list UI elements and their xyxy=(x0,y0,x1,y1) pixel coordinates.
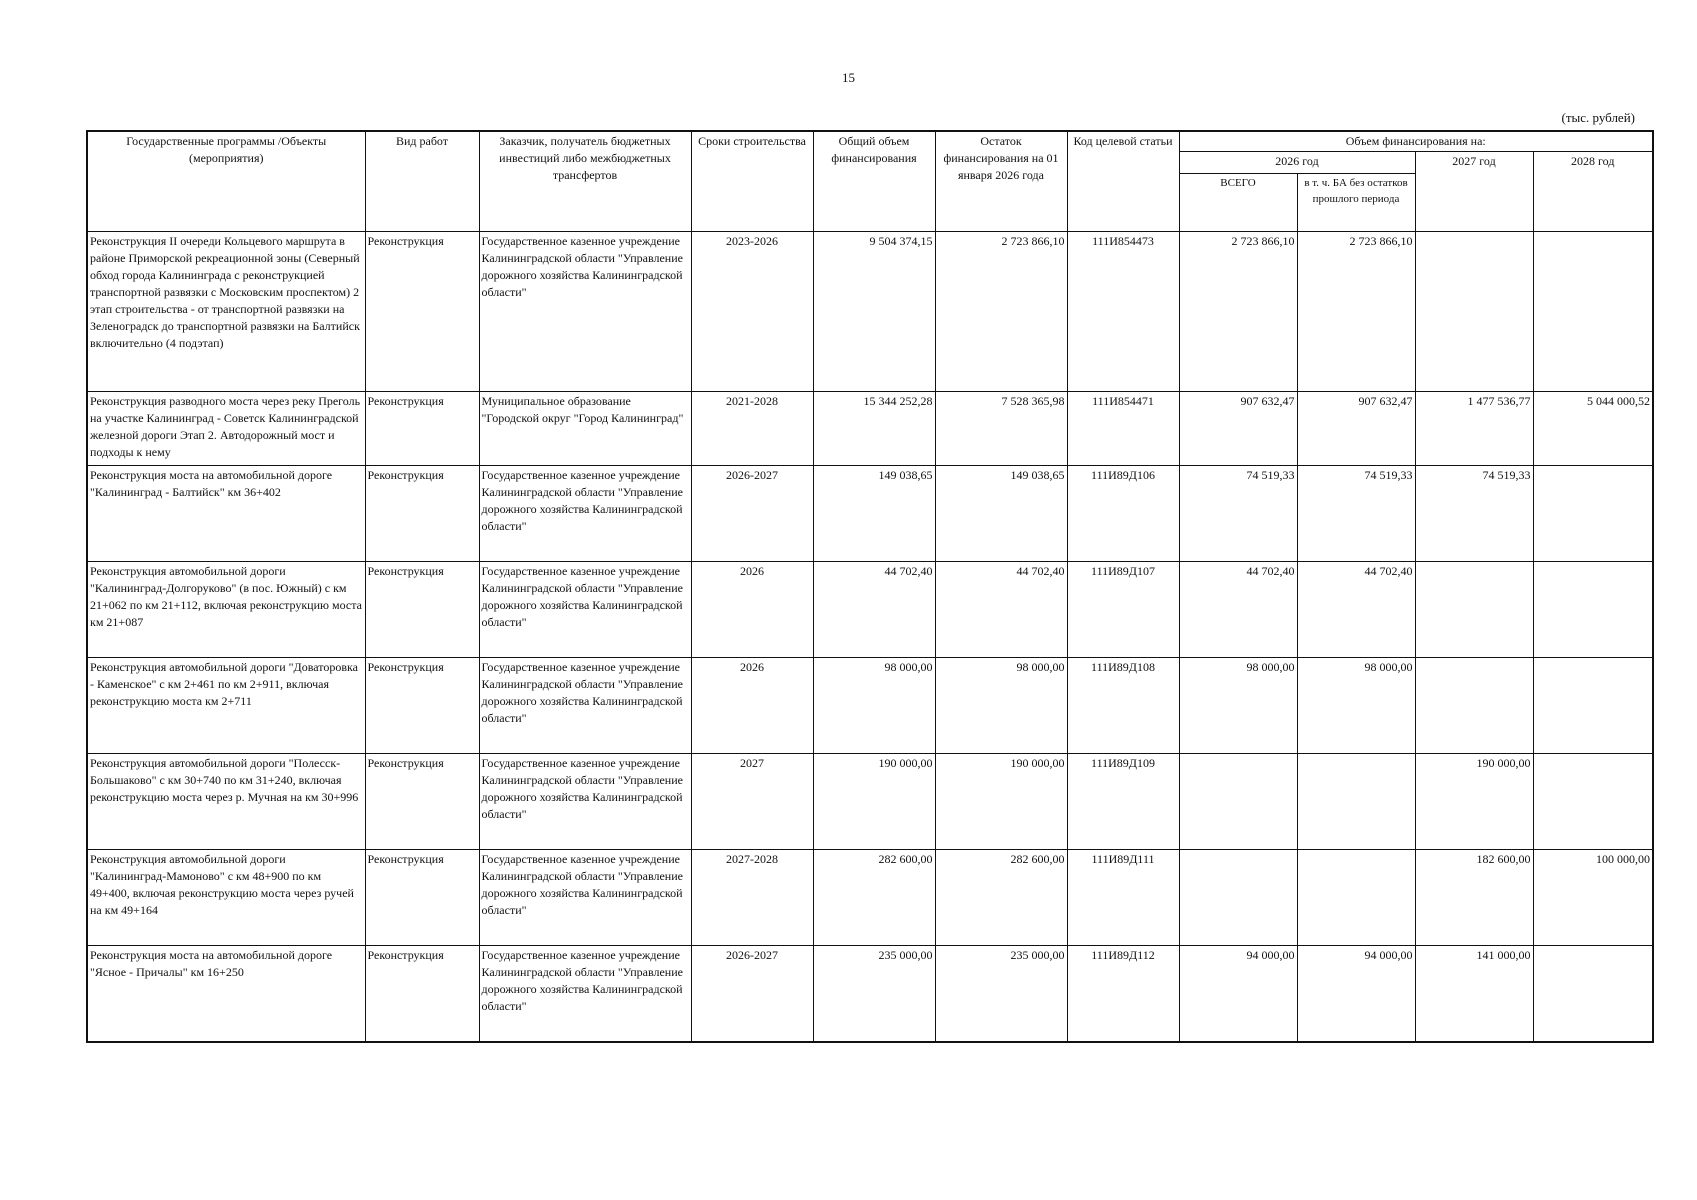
amount-2026-ba: 44 702,40 xyxy=(1297,562,1415,658)
header-work-type: Вид работ xyxy=(365,131,479,232)
work-type: Реконструкция xyxy=(365,562,479,658)
target-code: 111И89Д109 xyxy=(1067,754,1179,850)
units-label: (тыс. рублей) xyxy=(1561,110,1635,125)
remainder: 2 723 866,10 xyxy=(935,232,1067,392)
work-type: Реконструкция xyxy=(365,392,479,466)
period: 2027-2028 xyxy=(691,850,813,946)
object-name: Реконструкция автомобильной дороги "Доватоpовка - Каменское" с км 2+461 по км 2+911, включая реконструкцию моста км 2+711 xyxy=(87,658,365,754)
amount-2026-ba xyxy=(1297,754,1415,850)
table-row xyxy=(87,946,1653,1042)
work-type: Реконструкция xyxy=(365,946,479,1042)
total-financing: 282 600,00 xyxy=(813,850,935,946)
amount-2026-all: 907 632,47 xyxy=(1179,392,1297,466)
header-2027: 2027 год xyxy=(1415,152,1533,232)
period: 2021-2028 xyxy=(691,392,813,466)
remainder: 98 000,00 xyxy=(935,658,1067,754)
total-financing: 15 344 252,28 xyxy=(813,392,935,466)
period: 2026 xyxy=(691,658,813,754)
table-body xyxy=(87,232,1653,1042)
header-financing: Объем финансирования на: xyxy=(1179,131,1653,152)
header-2026: 2026 год xyxy=(1179,152,1415,174)
header-remainder: Остаток финансирования на 01 января 2026 года xyxy=(935,131,1067,232)
amount-2026-all xyxy=(1179,850,1297,946)
amount-2028 xyxy=(1533,658,1653,754)
object-name: Реконструкция II очереди Кольцевого маршрута в районе Приморской рекреационной зоны (Северный обход города Калининграда с реконструкцией транспортной развязки с Московским проспектом) 2 этап строительства - от транспортной развязки на Зеленоградск до транспортной развязки на Балтийск включительно (4 подэтап) xyxy=(87,232,365,392)
amount-2028 xyxy=(1533,946,1653,1042)
remainder: 282 600,00 xyxy=(935,850,1067,946)
target-code: 111И89Д106 xyxy=(1067,466,1179,562)
total-financing: 235 000,00 xyxy=(813,946,935,1042)
customer: Государственное казенное учреждение Калининградской области "Управление дорожного хозяйства Калининградской области" xyxy=(479,658,691,754)
amount-2027: 182 600,00 xyxy=(1415,850,1533,946)
customer: Государственное казенное учреждение Калининградской области "Управление дорожного хозяйства Калининградской области" xyxy=(479,754,691,850)
header-program: Государственные программы /Объекты (мероприятия) xyxy=(87,131,365,232)
amount-2026-all xyxy=(1179,754,1297,850)
table-row xyxy=(87,392,1653,466)
total-financing: 44 702,40 xyxy=(813,562,935,658)
amount-2026-ba xyxy=(1297,850,1415,946)
table-row xyxy=(87,466,1653,562)
amount-2026-ba: 907 632,47 xyxy=(1297,392,1415,466)
amount-2028 xyxy=(1533,562,1653,658)
header-2028: 2028 год xyxy=(1533,152,1653,232)
customer: Муниципальное образование "Городской округ "Город Калининград" xyxy=(479,392,691,466)
header-total: Общий объем финансирования xyxy=(813,131,935,232)
work-type: Реконструкция xyxy=(365,466,479,562)
amount-2027 xyxy=(1415,232,1533,392)
customer: Государственное казенное учреждение Калининградской области "Управление дорожного хозяйства Калининградской области" xyxy=(479,232,691,392)
customer: Государственное казенное учреждение Калининградской области "Управление дорожного хозяйства Калининградской области" xyxy=(479,850,691,946)
amount-2026-all: 44 702,40 xyxy=(1179,562,1297,658)
amount-2026-ba: 74 519,33 xyxy=(1297,466,1415,562)
object-name: Реконструкция моста на автомобильной дороге "Калининград - Балтийск" км 36+402 xyxy=(87,466,365,562)
remainder: 190 000,00 xyxy=(935,754,1067,850)
amount-2027: 190 000,00 xyxy=(1415,754,1533,850)
table-header xyxy=(87,131,1653,232)
period: 2026-2027 xyxy=(691,466,813,562)
table-row xyxy=(87,232,1653,392)
remainder: 44 702,40 xyxy=(935,562,1067,658)
object-name: Реконструкция автомобильной дороги "Калининград-Мамоново" с км 48+900 по км 49+400, включая реконструкцию моста через ручей на км 49+164 xyxy=(87,850,365,946)
amount-2027 xyxy=(1415,658,1533,754)
target-code: 111И854473 xyxy=(1067,232,1179,392)
object-name: Реконструкция разводного моста через реку Преголь на участке Калининград - Советск Калининградской железной дороги Этап 2. Автодорожный мост и подходы к нему xyxy=(87,392,365,466)
total-financing: 9 504 374,15 xyxy=(813,232,935,392)
target-code: 111И89Д112 xyxy=(1067,946,1179,1042)
object-name: Реконструкция автомобильной дороги "Калининград-Долгоруково" (в пос. Южный) с км 21+062 по км 21+112, включая реконструкцию моста км 21+087 xyxy=(87,562,365,658)
target-code: 111И89Д111 xyxy=(1067,850,1179,946)
table-row xyxy=(87,562,1653,658)
period: 2023-2026 xyxy=(691,232,813,392)
customer: Государственное казенное учреждение Калининградской области "Управление дорожного хозяйства Калининградской области" xyxy=(479,466,691,562)
customer: Государственное казенное учреждение Калининградской области "Управление дорожного хозяйства Калининградской области" xyxy=(479,562,691,658)
amount-2028 xyxy=(1533,466,1653,562)
work-type: Реконструкция xyxy=(365,754,479,850)
period: 2026-2027 xyxy=(691,946,813,1042)
work-type: Реконструкция xyxy=(365,232,479,392)
amount-2027: 141 000,00 xyxy=(1415,946,1533,1042)
amount-2026-all: 98 000,00 xyxy=(1179,658,1297,754)
remainder: 149 038,65 xyxy=(935,466,1067,562)
amount-2027: 74 519,33 xyxy=(1415,466,1533,562)
table-row xyxy=(87,658,1653,754)
total-financing: 149 038,65 xyxy=(813,466,935,562)
amount-2026-all: 74 519,33 xyxy=(1179,466,1297,562)
header-2026-ba: в т. ч. БА без остатков прошлого периода xyxy=(1297,174,1415,232)
amount-2026-all: 2 723 866,10 xyxy=(1179,232,1297,392)
header-code: Код целевой статьи xyxy=(1067,131,1179,232)
amount-2028: 5 044 000,52 xyxy=(1533,392,1653,466)
amount-2027 xyxy=(1415,562,1533,658)
header-2026-all: ВСЕГО xyxy=(1179,174,1297,232)
period: 2026 xyxy=(691,562,813,658)
page-number: 15 xyxy=(842,70,855,85)
period: 2027 xyxy=(691,754,813,850)
amount-2028 xyxy=(1533,754,1653,850)
work-type: Реконструкция xyxy=(365,658,479,754)
header-customer: Заказчик, получатель бюджетных инвестиций либо межбюджетных трансфертов xyxy=(479,131,691,232)
amount-2026-ba: 2 723 866,10 xyxy=(1297,232,1415,392)
amount-2026-ba: 94 000,00 xyxy=(1297,946,1415,1042)
remainder: 235 000,00 xyxy=(935,946,1067,1042)
customer: Государственное казенное учреждение Калининградской области "Управление дорожного хозяйства Калининградской области" xyxy=(479,946,691,1042)
amount-2028 xyxy=(1533,232,1653,392)
amount-2026-all: 94 000,00 xyxy=(1179,946,1297,1042)
remainder: 7 528 365,98 xyxy=(935,392,1067,466)
financing-table xyxy=(86,130,1654,1043)
total-financing: 98 000,00 xyxy=(813,658,935,754)
header-period: Сроки строительства xyxy=(691,131,813,232)
target-code: 111И854471 xyxy=(1067,392,1179,466)
amount-2027: 1 477 536,77 xyxy=(1415,392,1533,466)
object-name: Реконструкция моста на автомобильной дороге "Ясное - Причалы" км 16+250 xyxy=(87,946,365,1042)
work-type: Реконструкция xyxy=(365,850,479,946)
amount-2026-ba: 98 000,00 xyxy=(1297,658,1415,754)
object-name: Реконструкция автомобильной дороги "Полесск-Большаково" с км 30+740 по км 31+240, включая реконструкцию моста через р. Мучная на км 30+996 xyxy=(87,754,365,850)
total-financing: 190 000,00 xyxy=(813,754,935,850)
table-row xyxy=(87,850,1653,946)
table-row xyxy=(87,754,1653,850)
amount-2028: 100 000,00 xyxy=(1533,850,1653,946)
target-code: 111И89Д108 xyxy=(1067,658,1179,754)
target-code: 111И89Д107 xyxy=(1067,562,1179,658)
